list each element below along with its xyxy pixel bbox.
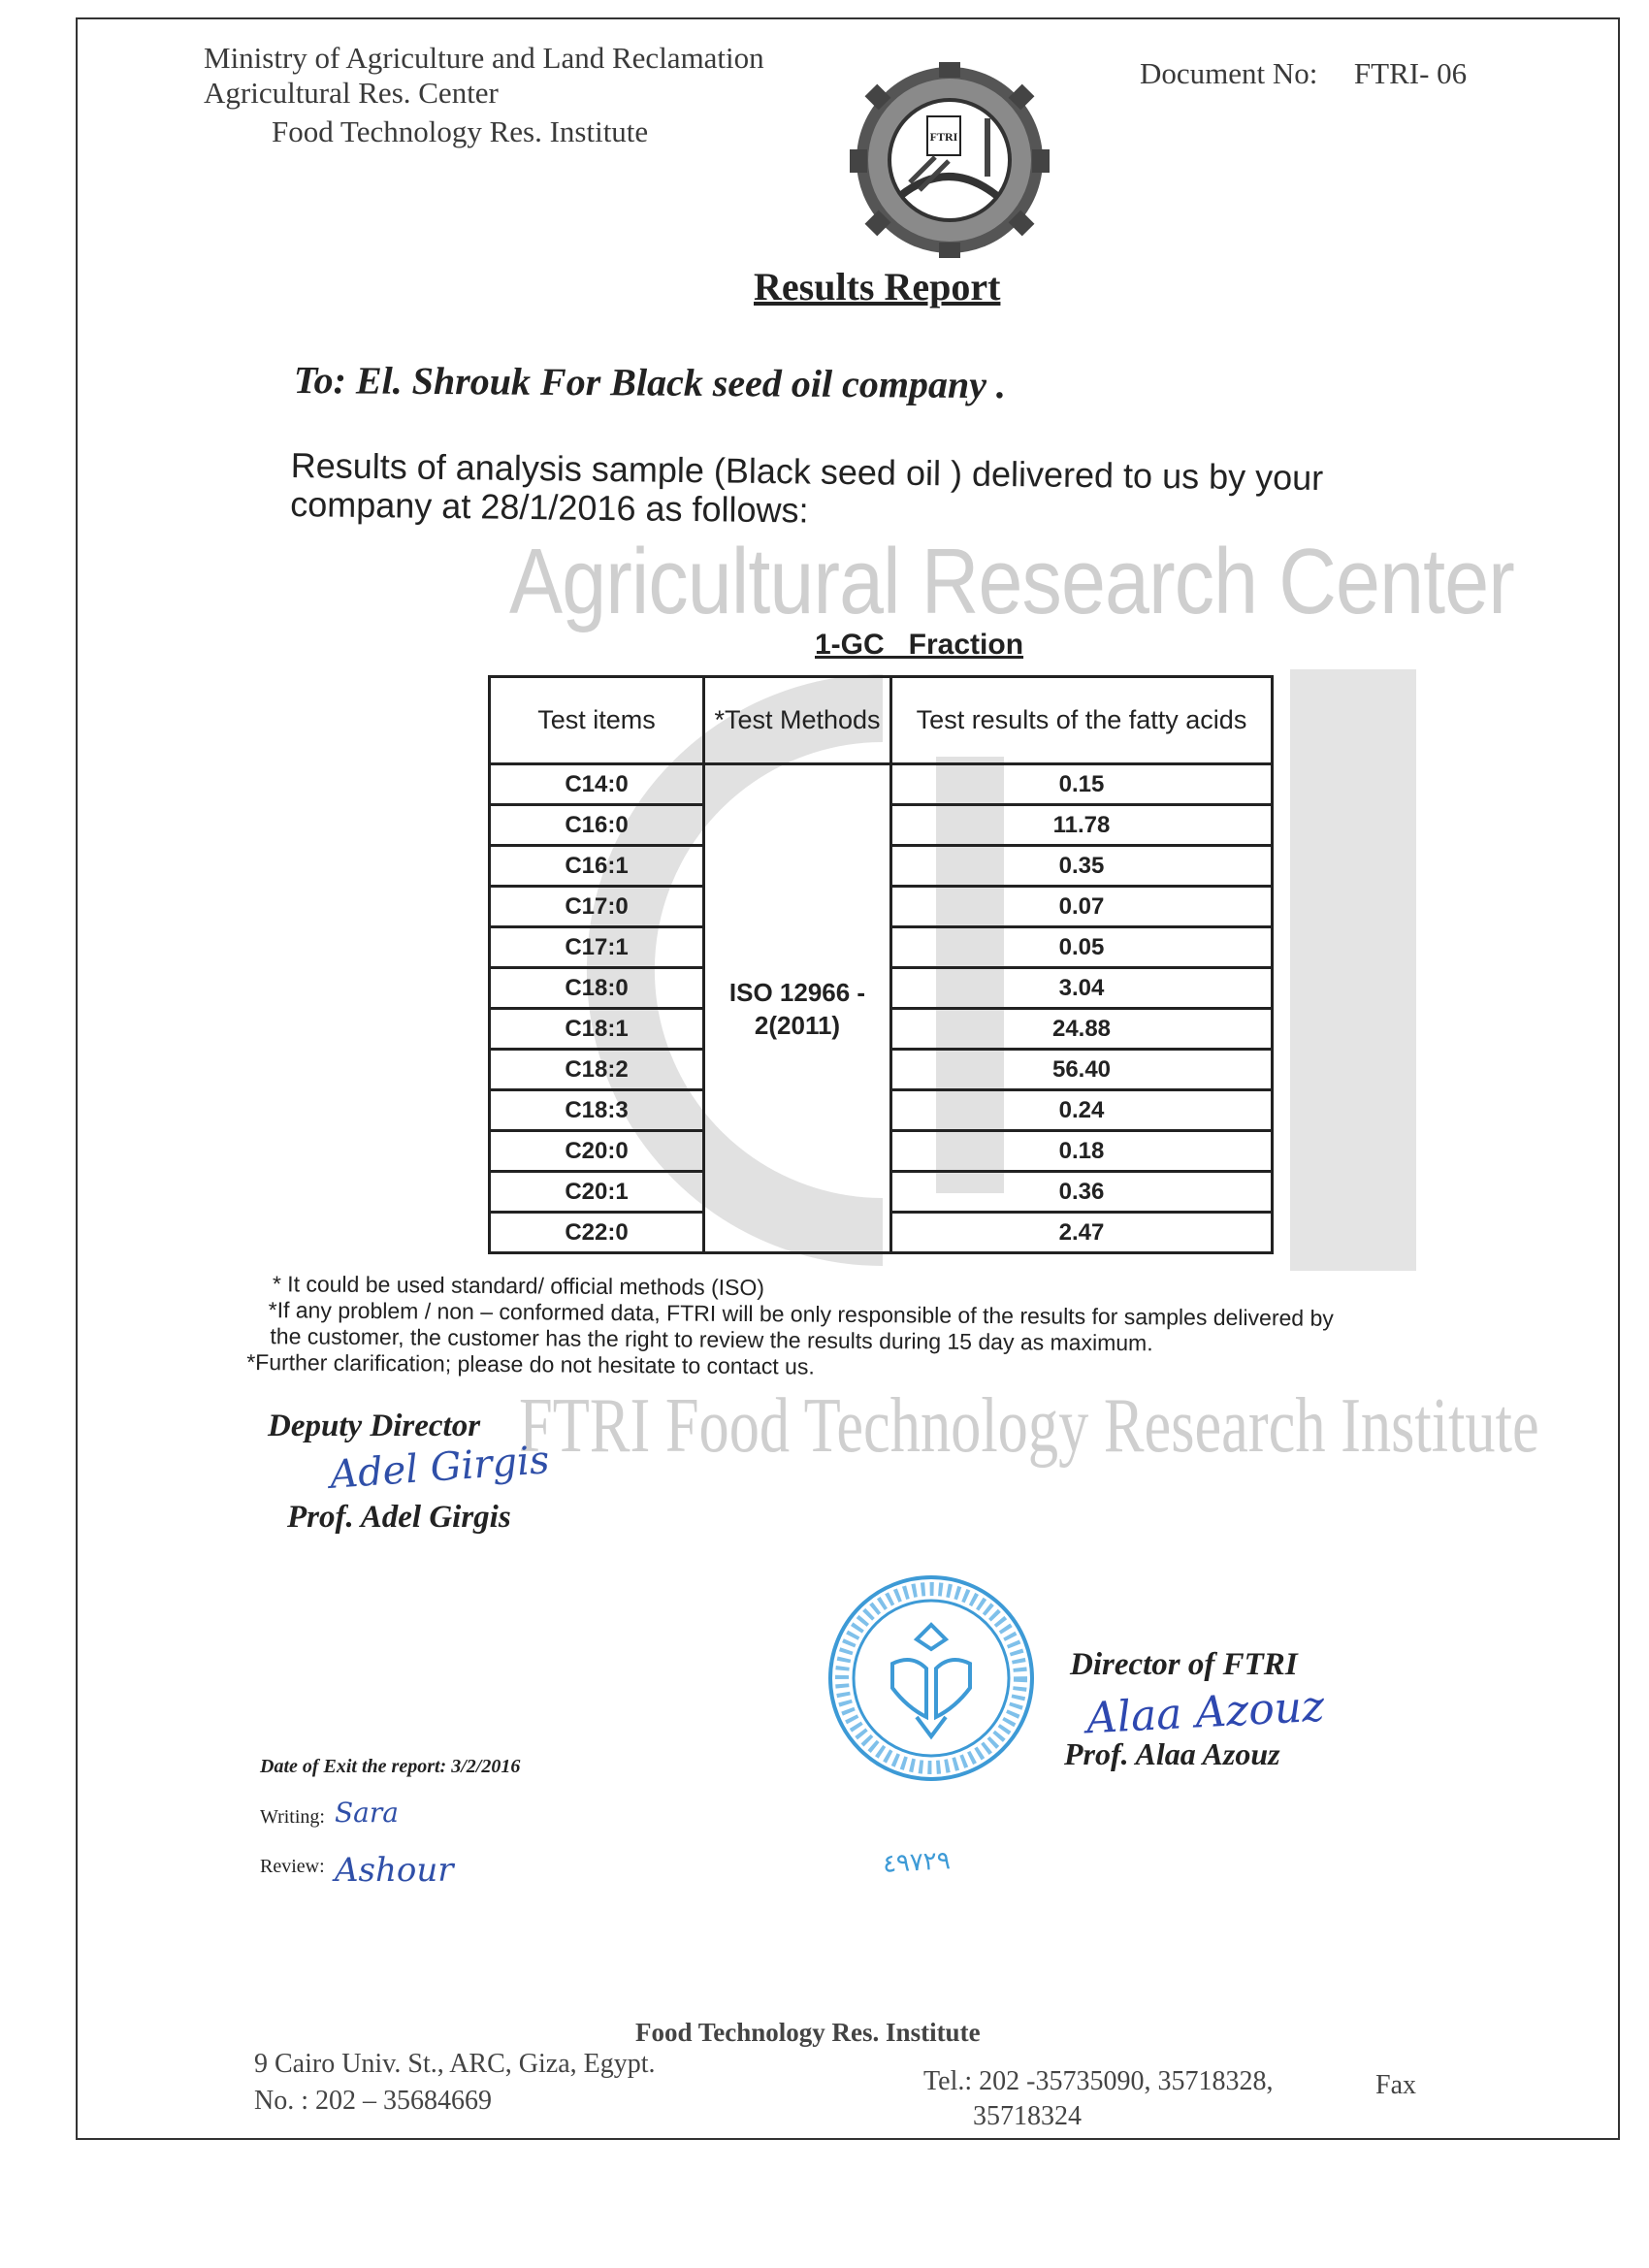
deputy-name: Prof. Adel Girgis bbox=[287, 1500, 511, 1535]
ftri-logo-icon bbox=[842, 60, 1057, 260]
writing-label: Writing: bbox=[260, 1806, 325, 1828]
official-stamp-icon bbox=[824, 1571, 1038, 1785]
row-result: 56.40 bbox=[891, 1050, 1273, 1090]
note-2a: *If any problem / non – conformed data, FTRI will be only responsible of the results for samples delivered by bbox=[268, 1297, 1334, 1331]
intro-line-2: company at 28/1/2016 as follows: bbox=[290, 483, 809, 531]
notes-block bbox=[246, 1271, 1334, 1384]
row-item: C20:0 bbox=[490, 1131, 704, 1172]
table-header-row bbox=[490, 677, 1273, 764]
intro-text bbox=[290, 446, 1552, 539]
header-test-results: Test results of the fatty acids bbox=[891, 677, 1273, 764]
note-2b: the customer, the customer has the right to review the results during 15 day as maximum. bbox=[270, 1323, 1153, 1356]
row-result: 2.47 bbox=[891, 1213, 1273, 1253]
row-result: 0.15 bbox=[891, 764, 1273, 805]
row-result: 11.78 bbox=[891, 805, 1273, 846]
center-name: Agricultural Res. Center bbox=[204, 76, 499, 110]
footer-fax-label: Fax bbox=[1375, 2070, 1416, 2100]
row-item: C14:0 bbox=[490, 764, 704, 805]
row-item: C16:1 bbox=[490, 846, 704, 887]
review-signature: Ashour bbox=[335, 1851, 454, 1890]
watermark-bottom: FTRI Food Technology Research Institute bbox=[519, 1383, 1539, 1469]
stamp-number: ٤٩٧٢٩ bbox=[882, 1846, 952, 1879]
row-item: C20:1 bbox=[490, 1172, 704, 1213]
footer-institute: Food Technology Res. Institute bbox=[635, 2018, 981, 2047]
report-title: Results Report bbox=[754, 265, 1001, 308]
row-result: 0.35 bbox=[891, 846, 1273, 887]
footer-number: No. : 202 – 35684669 bbox=[254, 2086, 492, 2116]
recipient-line: To: El. Shrouk For Black seed oil company . bbox=[293, 357, 1007, 407]
row-item: C16:0 bbox=[490, 805, 704, 846]
exit-date: Date of Exit the report: 3/2/2016 bbox=[260, 1756, 521, 1777]
header-test-methods: *Test Methods bbox=[704, 677, 891, 764]
writing-signature: Sara bbox=[335, 1797, 399, 1829]
header-test-items: Test items bbox=[490, 677, 704, 764]
document-no-label: Document No: bbox=[1140, 56, 1318, 90]
director-name: Prof. Alaa Azouz bbox=[1064, 1736, 1280, 1771]
ministry-name: Ministry of Agriculture and Land Reclamation bbox=[204, 41, 764, 75]
row-item: C18:1 bbox=[490, 1009, 704, 1050]
row-item: C18:3 bbox=[490, 1090, 704, 1131]
row-item: C17:0 bbox=[490, 887, 704, 927]
director-signature: Alaa Azouz bbox=[1084, 1681, 1326, 1744]
row-item: C18:0 bbox=[490, 968, 704, 1009]
method-cell: ISO 12966 - 2(2011) bbox=[704, 764, 891, 1253]
logo-text: FTRI bbox=[929, 130, 958, 144]
row-item: C17:1 bbox=[490, 927, 704, 968]
row-result: 0.07 bbox=[891, 887, 1273, 927]
results-table bbox=[488, 675, 1274, 1254]
row-result: 24.88 bbox=[891, 1009, 1273, 1050]
watermark-top: Agricultural Research Center bbox=[509, 530, 1514, 633]
review-label: Review: bbox=[260, 1856, 325, 1877]
director-role: Director of FTRI bbox=[1070, 1647, 1298, 1682]
footer-address: 9 Cairo Univ. St., ARC, Giza, Egypt. bbox=[254, 2049, 656, 2079]
row-item: C18:2 bbox=[490, 1050, 704, 1090]
row-result: 0.18 bbox=[891, 1131, 1273, 1172]
row-result: 0.36 bbox=[891, 1172, 1273, 1213]
intro-line-1: Results of analysis sample (Black seed oil ) delivered to us by your bbox=[290, 445, 1324, 499]
row-result: 0.24 bbox=[891, 1090, 1273, 1131]
row-item: C22:0 bbox=[490, 1213, 704, 1253]
table-row bbox=[490, 764, 1273, 805]
footer-tel: Tel.: 202 -35735090, 35718328, bbox=[923, 2066, 1274, 2096]
institute-name: Food Technology Res. Institute bbox=[272, 114, 649, 148]
row-result: 3.04 bbox=[891, 968, 1273, 1009]
document-number bbox=[1140, 56, 1467, 91]
note-1: * It could be used standard/ official methods (ISO) bbox=[272, 1271, 765, 1301]
note-3: *Further clarification; please do not hesitate to contact us. bbox=[246, 1348, 815, 1379]
section-title: 1-GC Fraction bbox=[815, 629, 1024, 661]
deputy-role: Deputy Director bbox=[268, 1409, 481, 1443]
document-no-value: FTRI- 06 bbox=[1353, 56, 1468, 90]
row-result: 0.05 bbox=[891, 927, 1273, 968]
deputy-signature: Adel Girgis bbox=[328, 1438, 551, 1498]
footer-fax: 35718324 bbox=[973, 2101, 1082, 2131]
